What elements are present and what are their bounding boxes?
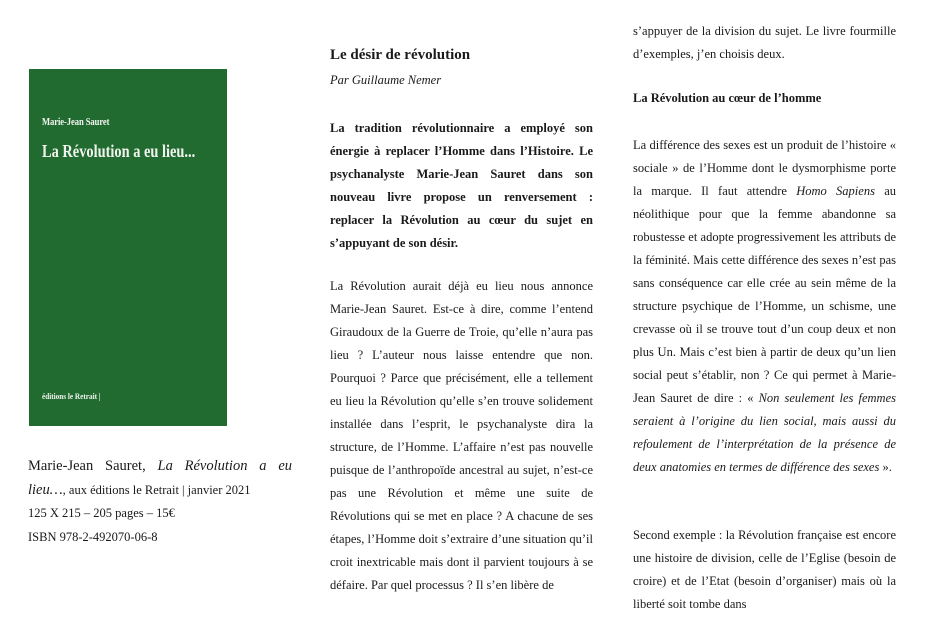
book-isbn: ISBN 978-2-492070-06-8 [28,529,158,544]
p2-quote: Non seulement les femmes seraient à l’origine du lien social, mais aussi du refoulement de l’interprétation de la présence de deux anatomies en termes de différence des sexes [633,391,896,474]
book-format-price: 125 X 215 – 205 pages – 15€ [28,506,175,520]
article-title: Le désir de révolution [330,47,471,63]
p2-text-2: au néolithique pour que la femme abandonne sa robustesse et adopte progressivement les attributs de la féminité. Mais cette différence des sexes n’est pas sans conséquence car elle crée au sein même de la structure psychique de l’Homme, un schisme, une crevasse où il se trouve tout d’un coup deux et non plus Un. Mais c’est bien à partir de deux qu’un lien social peut s’établir, non ? Ce qui permet à Marie-Jean Sauret de dire : « [633,184,896,405]
p2-text-1: La différence des sexes est un produit de l’histoire « sociale » de l’Homme dont le dysmorphisme porte la marque. Il faut attendre [633,138,896,198]
p2-text-end: ». [879,460,892,474]
cover-author: Marie-Jean Sauret [42,117,110,128]
book-title-part2: lieu… [28,481,63,498]
book-title-part1: La Révolution a eu [157,458,292,474]
cover-title: La Révolution a eu lieu... [42,141,196,161]
article-continuation: s’appuyer de la division du sujet. Le livre fourmille d’exemples, j’en choisis deux. [633,24,896,61]
book-author: Marie-Jean Sauret, [28,458,146,474]
article-paragraph-3: Second exemple : la Révolution française est encore une histoire de division, celle de l’Eglise (besoin de croire) et de l’Etat (besoin d’organiser) mais où la liberté soit tombe dans [633,528,896,611]
article-paragraph-2 [633,134,896,479]
book-info [28,455,292,549]
book-cover [29,69,227,426]
article-paragraph-1: La Révolution aurait déjà eu lieu nous annonce Marie-Jean Sauret. Est-ce à dire, comme l’entend Giraudoux de la Guerre de Troie, qu’elle n’aura pas lieu ? L’auteur nous laisse entendre que non. Pourquoi ? Parce que précisément, elle a tellement eu lieu la Révolution qu’elle s’en trouve solidement installée dans l’esprit, le psychanalyste dira la structure, de l’Homme. L’affaire n’est pas nouvelle puisque de l’anthropoïde ancestral au sujet, n’est-ce pas une Révolution et même une suite de Révolutions qui se met en place ? A chacune de ses étapes, l’Homme doit s’extraire d’une situation qu’il croit inextricable mais dont il parvient toujours à se défaire. Par quel processus ? Il s’en libère de [330,279,593,592]
article-byline: Par Guillaume Nemer [330,73,442,87]
p2-emphasis: Homo Sapiens [796,184,875,198]
book-info-line1 [28,455,292,479]
article-lead: La tradition révolutionnaire a employé son énergie à replacer l’Homme dans l’Histoire. Le psychanalyste Marie-Jean Sauret dans son nouveau livre propose un renversement : replacer la Révolution au cœur du sujet en s’appuyant de son désir. [330,121,593,250]
book-publisher-date: , aux éditions le Retrait | janvier 2021 [62,482,251,497]
section-heading: La Révolution au cœur de l’homme [633,91,822,105]
cover-publisher: éditions le Retrait | [42,391,101,401]
book-info-line2 [28,479,292,503]
